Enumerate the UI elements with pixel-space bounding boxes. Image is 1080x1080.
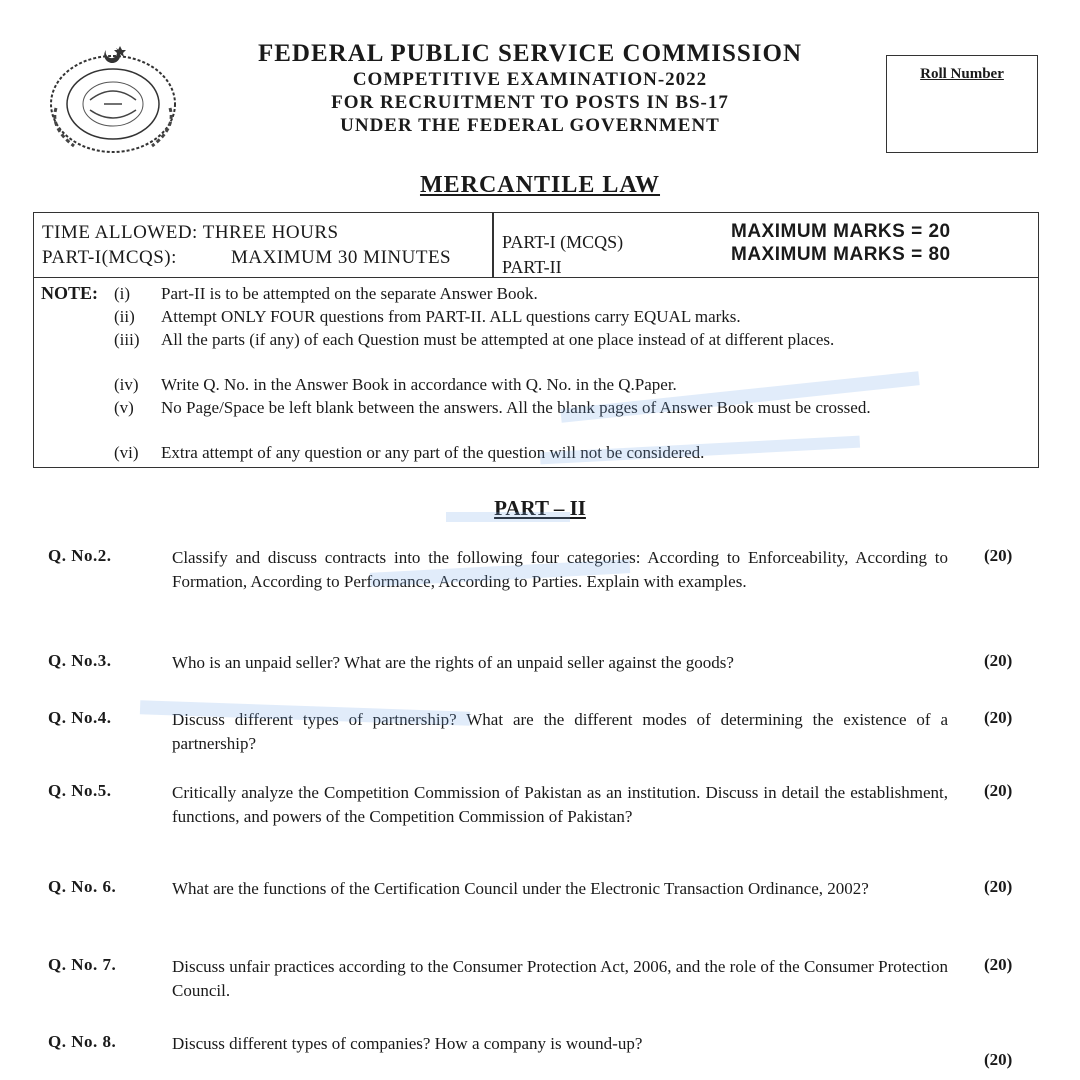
exam-name: COMPETITIVE EXAMINATION-2022 — [352, 69, 708, 90]
note-text: Extra attempt of any question or any part of the question will not be considered. — [161, 443, 705, 462]
note-text: Attempt ONLY FOUR questions from PART-II. ALL questions carry EQUAL marks. — [161, 307, 741, 326]
part2-label: PART-II — [502, 257, 562, 277]
roll-number-label: Roll Number — [920, 66, 1004, 82]
note-number: (iv) — [114, 375, 139, 394]
note-number: (iii) — [114, 330, 140, 349]
note-label: NOTE: — [41, 283, 99, 303]
note-number: (v) — [114, 398, 134, 417]
government-line: UNDER THE FEDERAL GOVERNMENT — [340, 115, 720, 136]
part1-mcqs-label: PART-I (MCQS) — [502, 232, 624, 252]
commission-name: FEDERAL PUBLIC SERVICE COMMISSION — [257, 40, 802, 67]
part1-duration: MAXIMUM 30 MINUTES — [231, 247, 452, 268]
note-text: All the parts (if any) of each Question must be attempted at one place instead of at different places. — [161, 330, 835, 349]
question-text: What are the functions of the Certification Council under the Electronic Transaction Ordinance, 2002? — [172, 879, 869, 898]
exam-header — [240, 40, 820, 137]
question-marks: (20) — [984, 708, 1013, 727]
question-marks: (20) — [984, 781, 1013, 800]
question-number: Q. No. 7. — [48, 955, 117, 974]
note-number: (vi) — [114, 443, 139, 462]
max-marks-part2: MAXIMUM MARKS = 80 — [731, 244, 951, 265]
roll-number-box[interactable] — [886, 55, 1038, 153]
fpsc-seal-icon — [44, 38, 182, 156]
note-item — [114, 306, 1024, 327]
note-item — [114, 329, 1024, 371]
note-text: Write Q. No. in the Answer Book in accordance with Q. No. in the Q.Paper. — [161, 375, 677, 394]
question-number: Q. No.3. — [48, 651, 112, 670]
question-marks: (20) — [984, 1050, 1013, 1069]
part1-label: PART-I(MCQS): — [42, 247, 177, 268]
subject-title: MERCANTILE LAW — [419, 172, 661, 198]
note-text: No Page/Space be left blank between the answers. All the blank pages of Answer Book must be crossed. — [161, 398, 871, 417]
question-number: Q. No.5. — [48, 781, 112, 800]
question-marks: (20) — [984, 955, 1013, 974]
question-number: Q. No.4. — [48, 708, 112, 727]
question-text: Discuss different types of partnership? What are the different modes of determining the existence of a partnership? — [172, 710, 948, 753]
question-number: Q. No. 8. — [48, 1032, 117, 1051]
note-text: Part-II is to be attempted on the separate Answer Book. — [161, 284, 538, 303]
question-text: Classify and discuss contracts into the following four categories: According to Enforceability, According to Formation, According to Performance, According to Parties. Explain with examples. — [172, 548, 948, 591]
note-item — [114, 283, 1024, 304]
instructions-box — [33, 212, 1039, 468]
question-number: Q. No. 6. — [48, 877, 117, 896]
question-marks: (20) — [984, 546, 1013, 565]
question-text: Who is an unpaid seller? What are the rights of an unpaid seller against the goods? — [172, 653, 734, 672]
question-marks: (20) — [984, 651, 1013, 670]
question-text: Discuss different types of companies? How a company is wound-up? — [172, 1034, 643, 1053]
question-text: Critically analyze the Competition Commission of Pakistan as an institution. Discuss in detail the establishment, functions, and powers of the Competition Commission of Pakistan? — [172, 783, 948, 826]
note-number: (ii) — [114, 307, 135, 326]
time-marks-row — [34, 213, 1038, 278]
part2-title: PART – II — [494, 496, 586, 520]
watermark-band — [446, 512, 570, 522]
question-text: Discuss unfair practices according to the Consumer Protection Act, 2006, and the role of the Consumer Protection Council. — [172, 957, 948, 1000]
question-marks: (20) — [984, 877, 1013, 896]
max-marks-part1: MAXIMUM MARKS = 20 — [731, 221, 951, 242]
recruitment-line: FOR RECRUITMENT TO POSTS IN BS-17 — [331, 92, 729, 113]
question-number: Q. No.2. — [48, 546, 112, 565]
time-allowed: TIME ALLOWED: THREE HOURS — [42, 222, 339, 243]
note-number: (i) — [114, 284, 131, 303]
column-divider — [492, 213, 494, 277]
